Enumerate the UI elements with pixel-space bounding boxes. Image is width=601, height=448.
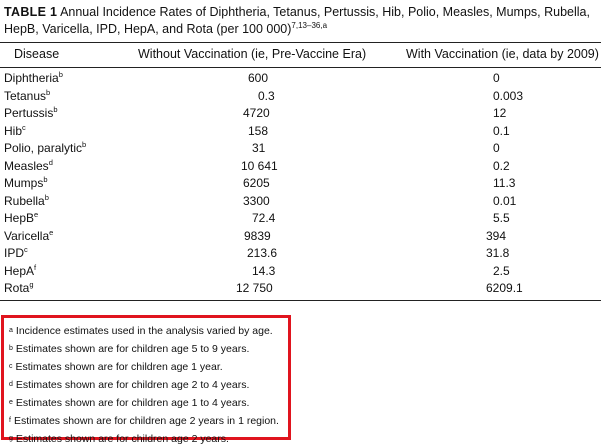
- footnote-mark: b: [9, 345, 13, 352]
- disease-cell: [0, 158, 154, 176]
- with-vaccination-cell: [379, 245, 601, 263]
- footnote-text: Estimates shown are for children age 2 to 4 years.: [15, 379, 250, 391]
- table-title: Annual Incidence Rates of Diphtheria, Tetanus, Pertussis, Hib, Polio, Measles, Mumps, Rubella, HepB, Varicella, IPD, HepA, and Rota (per 100 000): [4, 5, 590, 36]
- table-row: [0, 228, 601, 246]
- footnote-item: [9, 412, 288, 430]
- with-vaccination-value: 0.01: [493, 193, 517, 208]
- disease-cell: [0, 88, 154, 106]
- without-vaccination-cell: [154, 88, 379, 106]
- with-vaccination-value: 31.8: [486, 246, 510, 260]
- bottom-rule: [0, 300, 601, 301]
- with-vaccination-cell: [379, 228, 601, 246]
- with-vaccination-value: 0.003: [493, 88, 524, 103]
- disease-name: Mumps: [4, 176, 44, 190]
- without-vaccination-value: 9839: [244, 228, 271, 243]
- disease-cell: [0, 175, 154, 193]
- with-vaccination-value: 5.5: [493, 211, 510, 225]
- header-rule: [0, 67, 601, 68]
- disease-footnote-ref: f: [34, 262, 37, 272]
- with-vaccination-value: 2.5: [493, 263, 510, 278]
- footnote-item: [9, 430, 288, 448]
- table-row: [0, 70, 601, 88]
- disease-name: Pertussis: [4, 106, 54, 120]
- without-vaccination-cell: [154, 245, 379, 263]
- table-row: [0, 193, 601, 211]
- with-vaccination-cell: [379, 158, 601, 176]
- without-vaccination-cell: [154, 105, 379, 123]
- table-row: [0, 158, 601, 176]
- header-without-vaccination: Without Vaccination (ie, Pre-Vaccine Era): [138, 47, 367, 61]
- with-vaccination-cell: [379, 210, 601, 228]
- with-vaccination-value: 394: [486, 228, 507, 243]
- disease-footnote-ref: e: [34, 210, 39, 219]
- disease-footnote-ref: b: [43, 175, 48, 184]
- with-vaccination-value: 0.2: [493, 158, 510, 173]
- without-vaccination-cell: [154, 140, 379, 158]
- footnote-item: [9, 394, 288, 412]
- without-vaccination-cell: [154, 228, 379, 246]
- without-vaccination-cell: [154, 70, 379, 88]
- disease-cell: [0, 280, 154, 298]
- without-vaccination-cell: [154, 210, 379, 228]
- disease-name: Diphtheria: [4, 71, 59, 85]
- table-row: [0, 210, 601, 228]
- without-vaccination-value: 6205: [243, 176, 270, 190]
- with-vaccination-cell: [379, 88, 601, 106]
- with-vaccination-cell: [379, 105, 601, 123]
- disease-cell: [0, 193, 154, 211]
- with-vaccination-cell: [379, 263, 601, 281]
- footnote-text: Estimates shown are for children age 5 to 9 years.: [15, 343, 250, 355]
- footnote-item: [9, 340, 288, 358]
- footnote-item: [9, 376, 288, 394]
- without-vaccination-value: 4720: [243, 106, 270, 120]
- footnote-mark: a: [9, 327, 13, 334]
- without-vaccination-cell: [154, 158, 379, 176]
- with-vaccination-value: 0: [493, 71, 500, 85]
- footnote-text: Incidence estimates used in the analysis varied by age.: [15, 325, 273, 337]
- with-vaccination-value: 11.3: [493, 176, 516, 190]
- disease-footnote-ref: b: [44, 192, 49, 202]
- without-vaccination-value: 12 750: [236, 281, 273, 295]
- disease-footnote-ref: c: [22, 122, 26, 132]
- disease-name: Varicella: [4, 228, 50, 243]
- header-with-vaccination: With Vaccination (ie, data by 2009): [406, 47, 599, 61]
- footnote-mark: g: [9, 435, 13, 442]
- disease-name: Polio, paralytic: [4, 141, 83, 155]
- footnote-mark: d: [9, 381, 13, 388]
- table-row: [0, 105, 601, 123]
- table-row: [0, 88, 601, 106]
- without-vaccination-value: 0.3: [258, 88, 275, 103]
- footnote-mark: e: [9, 399, 13, 406]
- incidence-table: [0, 70, 601, 298]
- with-vaccination-cell: [379, 175, 601, 193]
- table-row: [0, 280, 601, 298]
- disease-name: Rota: [4, 281, 30, 295]
- table-row: [0, 140, 601, 158]
- with-vaccination-value: 0: [493, 141, 500, 155]
- table-label: TABLE 1: [4, 5, 58, 19]
- disease-name: HepB: [4, 211, 35, 225]
- without-vaccination-value: 3300: [243, 193, 270, 208]
- without-vaccination-value: 158: [248, 123, 269, 138]
- without-vaccination-cell: [154, 280, 379, 298]
- footnotes-box: [1, 315, 291, 445]
- disease-name: Measles: [4, 158, 49, 173]
- without-vaccination-cell: [154, 123, 379, 141]
- with-vaccination-cell: [379, 140, 601, 158]
- disease-cell: [0, 263, 154, 281]
- table-row: [0, 175, 601, 193]
- without-vaccination-cell: [154, 193, 379, 211]
- disease-cell: [0, 210, 154, 228]
- with-vaccination-cell: [379, 70, 601, 88]
- header-disease: Disease: [14, 47, 60, 61]
- with-vaccination-value: 6209.1: [486, 281, 523, 295]
- disease-name: IPD: [4, 246, 25, 260]
- disease-name: Hib: [4, 123, 23, 138]
- disease-cell: [0, 140, 154, 158]
- top-rule: [0, 42, 601, 43]
- footnote-text: Estimates shown are for children age 2 years.: [15, 433, 229, 445]
- footnote-item: [9, 322, 288, 340]
- disease-cell: [0, 245, 154, 263]
- disease-footnote-ref: e: [49, 227, 54, 237]
- with-vaccination-cell: [379, 123, 601, 141]
- footnote-mark: c: [9, 363, 13, 370]
- disease-name: Tetanus: [4, 88, 47, 103]
- table-row: [0, 123, 601, 141]
- without-vaccination-value: 10 641: [241, 158, 278, 173]
- disease-footnote-ref: b: [53, 105, 58, 114]
- with-vaccination-value: 12: [493, 106, 507, 120]
- without-vaccination-cell: [154, 175, 379, 193]
- footnote-text: Estimates shown are for children age 1 year.: [15, 361, 223, 373]
- disease-name: Rubella: [4, 193, 45, 208]
- disease-name: HepA: [4, 263, 35, 278]
- with-vaccination-cell: [379, 280, 601, 298]
- disease-cell: [0, 70, 154, 88]
- without-vaccination-value: 14.3: [252, 263, 276, 278]
- disease-cell: [0, 123, 154, 141]
- disease-cell: [0, 228, 154, 246]
- footnote-mark: f: [9, 417, 11, 424]
- disease-footnote-ref: b: [82, 140, 87, 149]
- table-title-refs: 7,13–36,a: [291, 21, 328, 30]
- disease-footnote-ref: b: [46, 87, 51, 97]
- footnote-item: [9, 358, 288, 376]
- disease-footnote-ref: c: [24, 245, 28, 254]
- disease-footnote-ref: d: [48, 157, 53, 167]
- without-vaccination-value: 213.6: [247, 246, 278, 260]
- without-vaccination-value: 31: [252, 141, 266, 155]
- disease-footnote-ref: b: [58, 70, 63, 79]
- disease-footnote-ref: g: [29, 280, 34, 289]
- footnote-text: Estimates shown are for children age 1 to 4 years.: [15, 397, 250, 409]
- without-vaccination-value: 600: [248, 71, 269, 85]
- table-row: [0, 245, 601, 263]
- table-caption: [4, 4, 599, 38]
- with-vaccination-cell: [379, 193, 601, 211]
- without-vaccination-cell: [154, 263, 379, 281]
- footnote-text: Estimates shown are for children age 2 years in 1 region.: [13, 415, 279, 427]
- disease-cell: [0, 105, 154, 123]
- table-row: [0, 263, 601, 281]
- with-vaccination-value: 0.1: [493, 123, 510, 138]
- without-vaccination-value: 72.4: [252, 211, 276, 225]
